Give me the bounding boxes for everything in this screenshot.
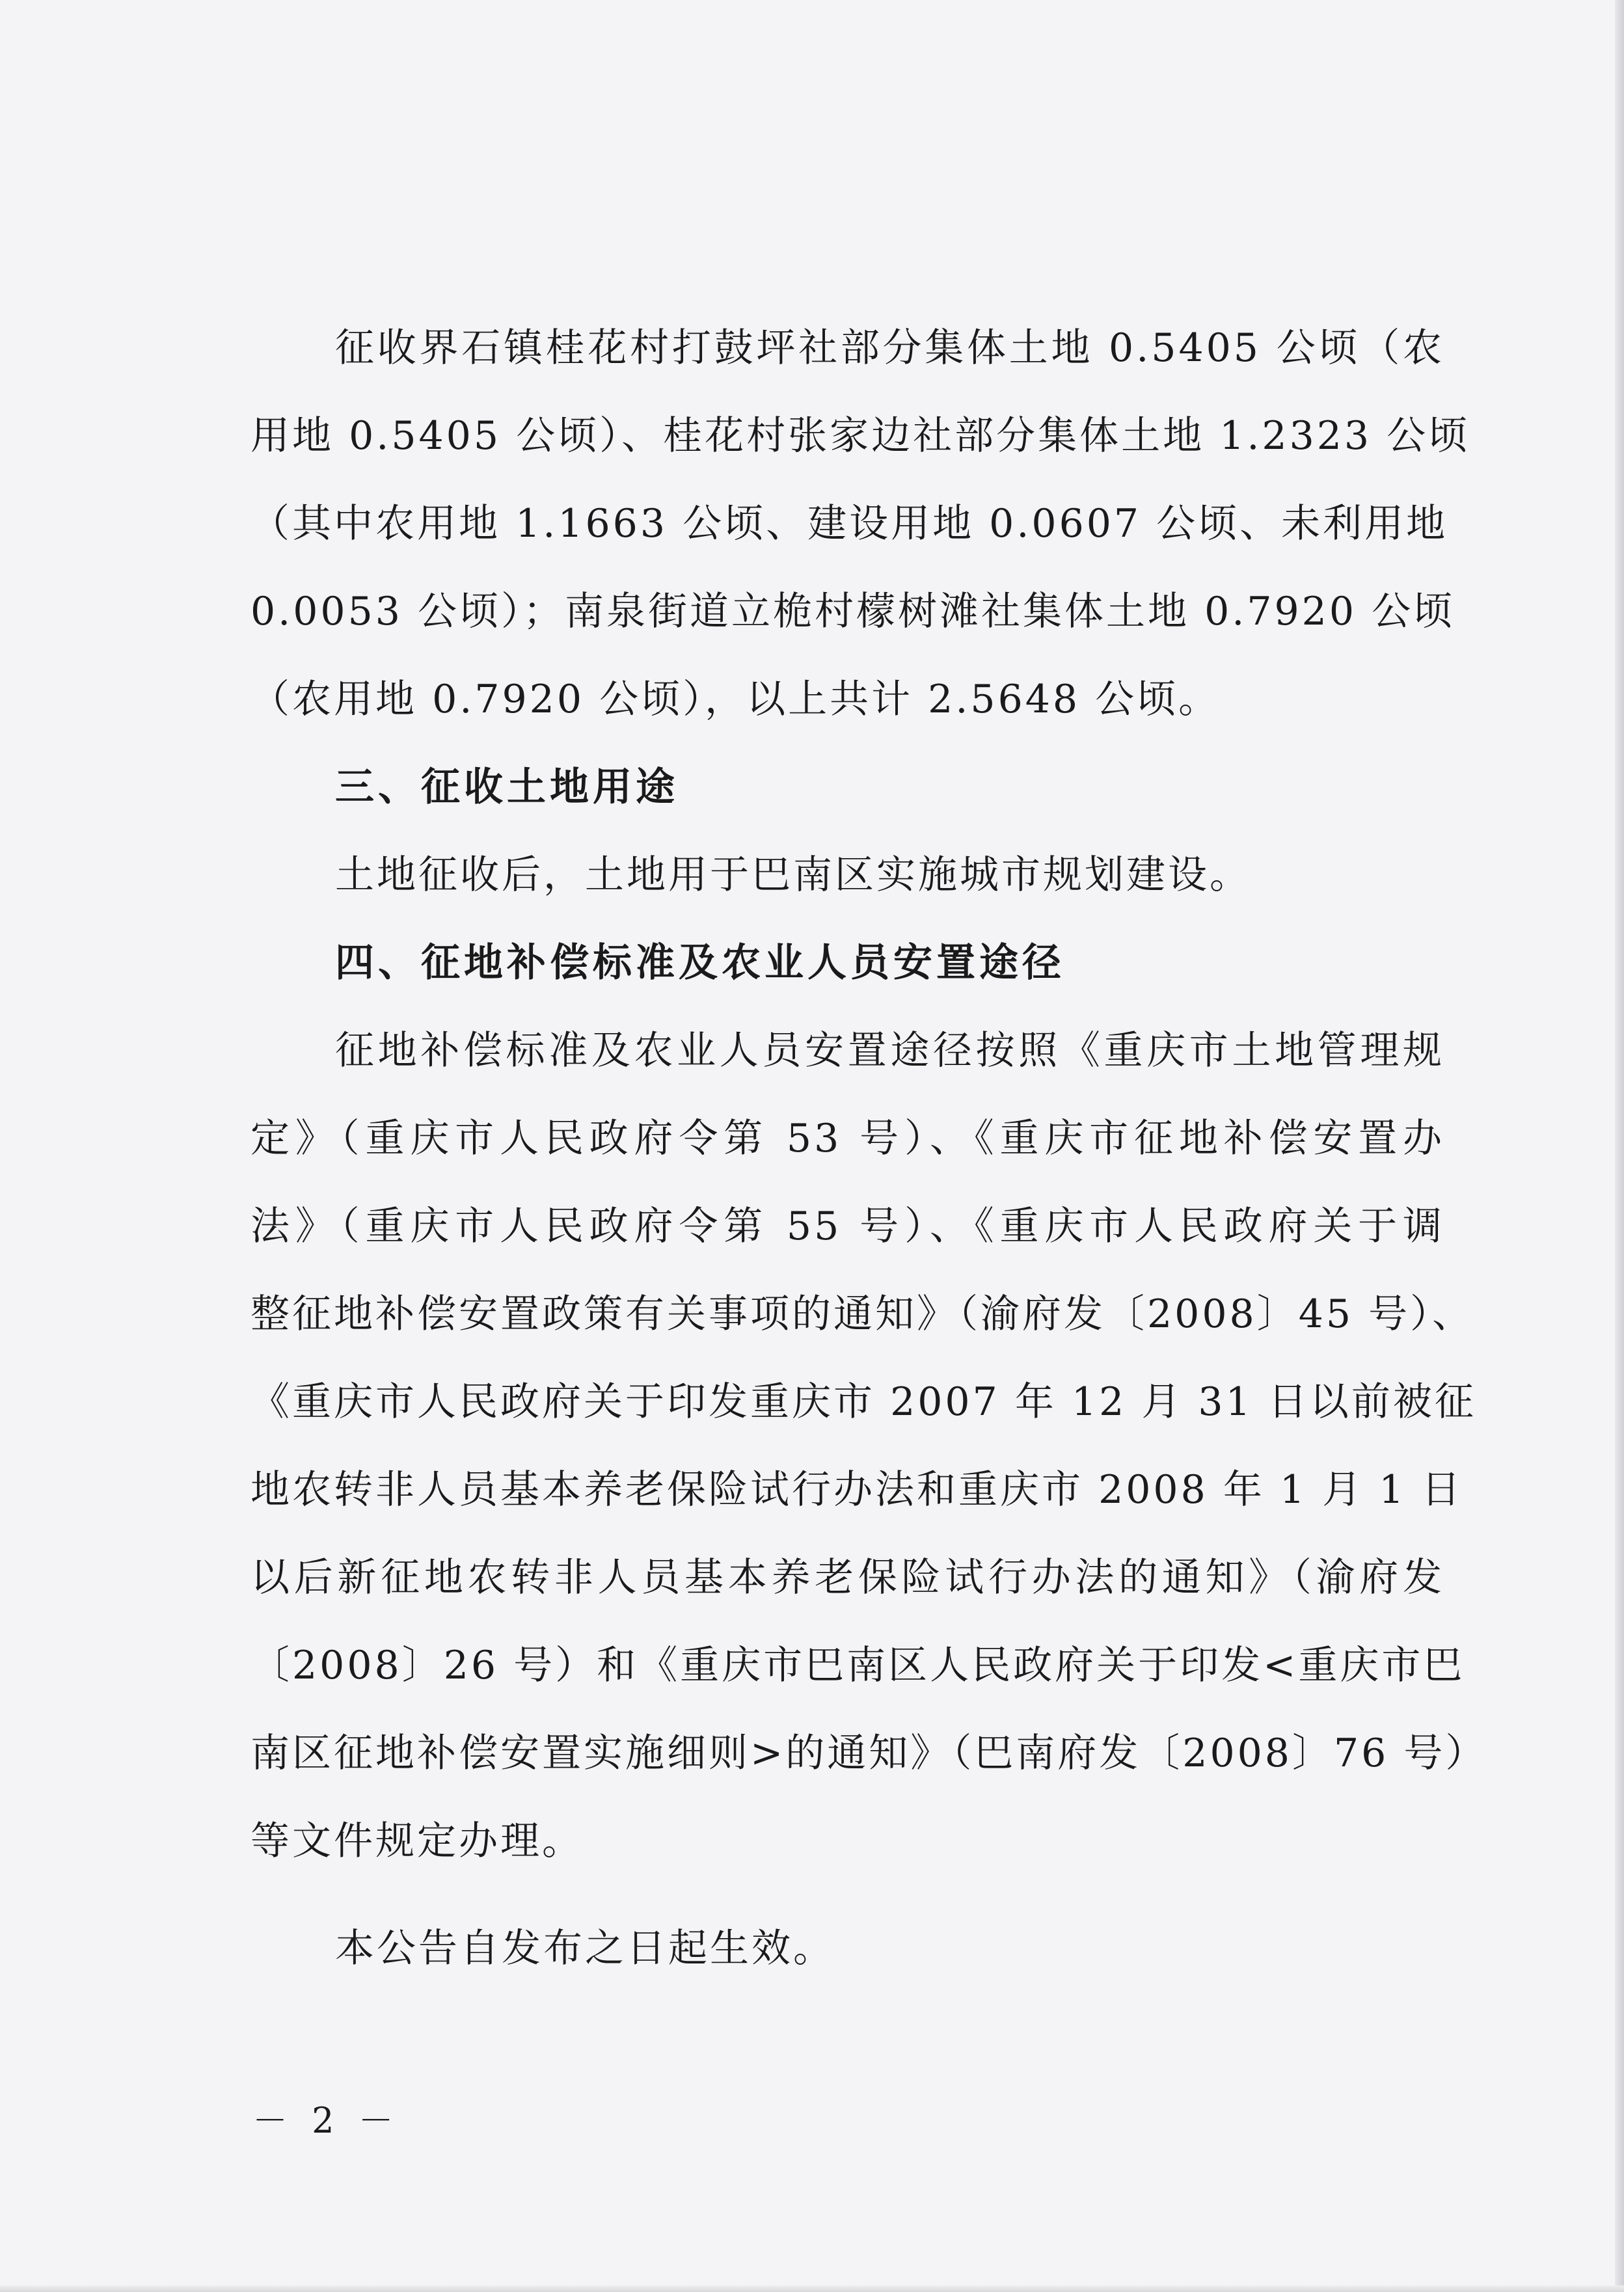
paragraph-3-line-6: 地农转非人员基本养老保险试行办法和重庆市 2008 年 1 月 1 日 [250, 1467, 1463, 1513]
paragraph-1-line-4: 0.0053 公顷）；南泉街道立桅村檬树滩社集体土地 0.7920 公顷 [250, 589, 1455, 634]
paragraph-3-line-5: 《重庆市人民政府关于印发重庆市 2007 年 12 月 31 日以前被征 [250, 1379, 1476, 1425]
paragraph-3-line-7: 以后新征地农转非人员基本养老保险试行办法的通知》（渝府发 [250, 1555, 1444, 1600]
paragraph-2: 土地征收后，土地用于巴南区实施城市规划建设。 [335, 852, 1251, 898]
page-number: － 2 － [252, 2100, 400, 2141]
paragraph-3-line-1: 征地补偿标准及农业人员安置途径按照《重庆市土地管理规 [335, 1028, 1444, 1073]
scan-edge-right [1615, 0, 1624, 2292]
paragraph-1-line-2: 用地 0.5405 公顷）、桂花村张家边社部分集体土地 1.2323 公顷 [250, 413, 1470, 459]
paragraph-1-line-5: （农用地 0.7920 公顷），以上共计 2.5648 公顷。 [250, 677, 1221, 722]
scan-edge-bottom [0, 2285, 1624, 2292]
section-heading-4: 四、征地补偿标准及农业人员安置途径 [335, 940, 1065, 986]
paragraph-3-line-3: 法》（重庆市人民政府令第 55 号）、《重庆市人民政府关于调 [250, 1204, 1444, 1249]
paragraph-3-line-4: 整征地补偿安置政策有关事项的通知》（渝府发〔2008〕45 号）、 [250, 1291, 1474, 1337]
paragraph-1-line-3: （其中农用地 1.1663 公顷、建设用地 0.0607 公顷、未利用地 [250, 501, 1448, 546]
paragraph-3-line-10: 等文件规定办理。 [250, 1818, 584, 1864]
paragraph-1-line-1: 征收界石镇桂花村打鼓坪社部分集体土地 0.5405 公顷（农 [335, 325, 1444, 371]
paragraph-3-line-9: 南区征地补偿安置实施细则>的通知》（巴南府发〔2008〕76 号） [250, 1731, 1487, 1776]
paragraph-3-line-2: 定》（重庆市人民政府令第 53 号）、《重庆市征地补偿安置办 [250, 1116, 1444, 1161]
section-heading-3: 三、征收土地用途 [335, 764, 679, 810]
paragraph-3-line-8: 〔2008〕26 号）和《重庆市巴南区人民政府关于印发<重庆市巴 [250, 1643, 1465, 1688]
paragraph-4: 本公告自发布之日起生效。 [335, 1926, 835, 1971]
